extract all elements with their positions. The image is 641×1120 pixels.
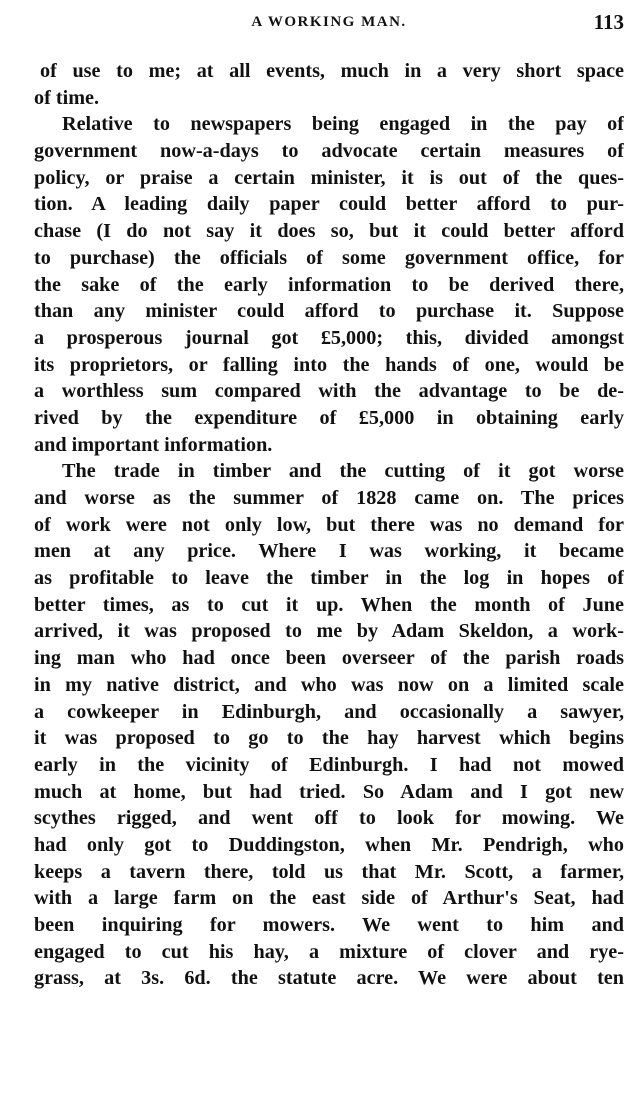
text-line: government now-a-days to advocate certain measures of: [34, 140, 624, 163]
text-line: it was proposed to go to the hay harvest which begins: [34, 727, 624, 750]
text-line: as profitable to leave the timber in the log in hopes of: [34, 567, 624, 590]
text-line: ing man who had once been overseer of the parish roads: [34, 647, 624, 670]
text-line: tion. A leading daily paper could better afford to pur-: [34, 193, 624, 216]
text-line: arrived, it was proposed to me by Adam Skeldon, a work-: [34, 620, 624, 643]
text-line: a cowkeeper in Edinburgh, and occasionally a sawyer,: [34, 700, 624, 723]
text-line: and important information.: [34, 433, 273, 456]
running-title: A WORKING MAN.: [251, 14, 407, 30]
text-line: better times, as to cut it up. When the month of June: [34, 593, 624, 616]
body-text: [34, 58, 624, 992]
text-line: the sake of the early information to be derived there,: [34, 273, 624, 296]
text-line: early in the vicinity of Edinburgh. I had not mowed: [34, 753, 624, 776]
text-line: of use to me; at all events, much in a very short space: [40, 60, 624, 82]
text-line: been inquiring for mowers. We went to him and: [34, 914, 624, 936]
text-line: The trade in timber and the cutting of it got worse: [62, 460, 624, 483]
text-line: in my native district, and who was now on a limited scale: [34, 673, 624, 696]
text-line: of work were not only low, but there was no demand for: [34, 513, 624, 536]
text-line: grass, at 3s. 6d. the statute acre. We were about ten: [34, 967, 624, 990]
text-line: much at home, but had tried. So Adam and I got new: [34, 780, 624, 803]
text-line: rived by the expenditure of £5,000 in obtaining early: [34, 406, 624, 429]
text-line: scythes rigged, and went off to look for mowing. We: [34, 807, 624, 830]
text-line: with a large farm on the east side of Arthur's Seat, had: [34, 887, 624, 910]
text-line: chase (I do not say it does so, but it could better afford: [34, 220, 624, 243]
text-line: had only got to Duddingston, when Mr. Pendrigh, who: [34, 833, 624, 856]
text-line: and worse as the summer of 1828 came on. The prices: [34, 487, 624, 509]
running-head: [34, 10, 624, 36]
text-line: keeps a tavern there, told us that Mr. Scott, a farmer,: [34, 860, 624, 883]
text-line: men at any price. Where I was working, it became: [34, 540, 624, 563]
text-line: its proprietors, or falling into the hands of one, would be: [34, 353, 624, 376]
text-line: policy, or praise a certain minister, it is out of the ques-: [34, 166, 624, 189]
text-line: a worthless sum compared with the advantage to be de-: [34, 380, 624, 403]
text-line: than any minister could afford to purchase it. Suppose: [34, 300, 624, 323]
text-line: a prosperous journal got £5,000; this, divided amongst: [34, 326, 624, 349]
text-line: engaged to cut his hay, a mixture of clover and rye-: [34, 940, 624, 963]
text-line: Relative to newspapers being engaged in the pay of: [62, 113, 624, 136]
page-number: 113: [593, 10, 624, 34]
text-line: to purchase) the officials of some government office, for: [34, 246, 624, 269]
text-line: of time.: [34, 86, 100, 109]
